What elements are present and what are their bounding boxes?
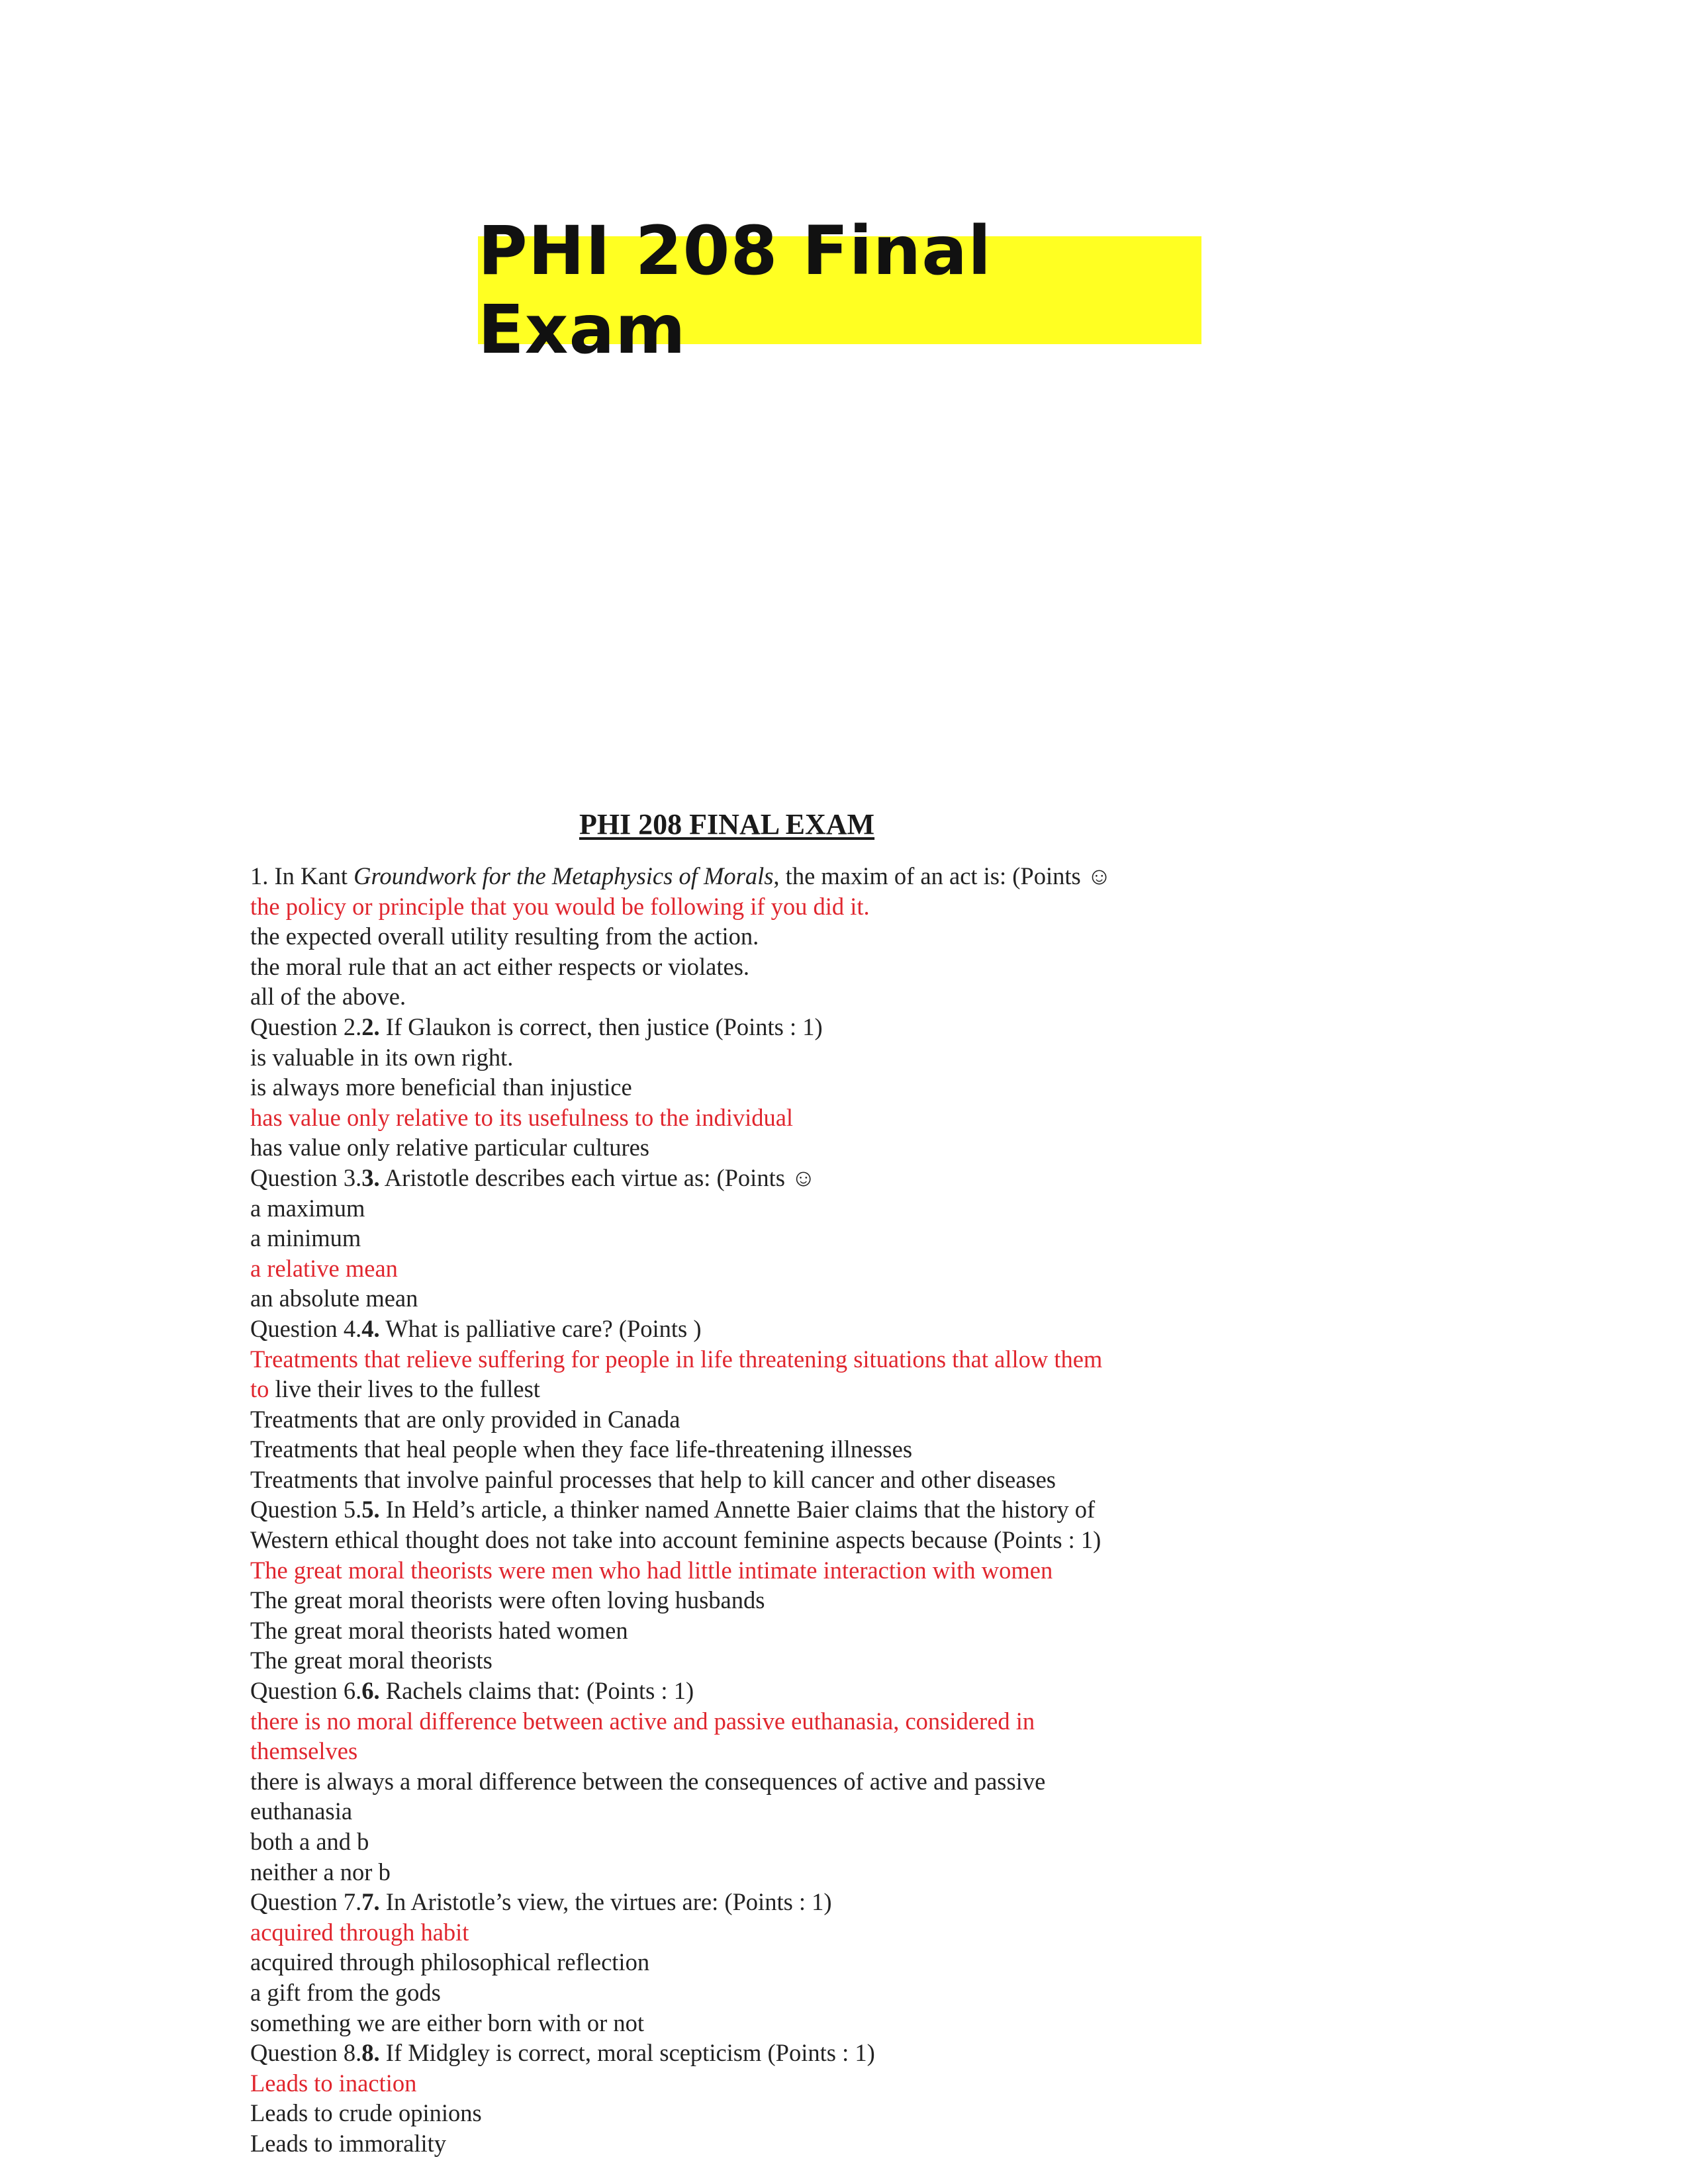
answer-option: something we are either born with or not bbox=[250, 2009, 644, 2036]
work-title: Groundwork for the Metaphysics of Morals bbox=[353, 862, 774, 889]
exam-content bbox=[250, 807, 1190, 2159]
question-text: In Held’s article, a thinker named Annette Baier claims that the history of bbox=[379, 1496, 1096, 1524]
question-line bbox=[250, 1676, 1190, 1706]
answer-option: is always more beneficial than injustice bbox=[250, 1073, 632, 1101]
question-number: 6. bbox=[361, 1677, 380, 1705]
answer-option: Western ethical thought does not take into account feminine aspects because (Points : 1) bbox=[250, 1526, 1102, 1554]
question-prefix: Question 8. bbox=[250, 2039, 362, 2067]
answer-option: Treatments that heal people when they face life-threatening illnesses bbox=[250, 1435, 913, 1463]
question-number: 8. bbox=[361, 2039, 380, 2067]
question-text: If Midgley is correct, moral scepticism (Points : 1) bbox=[379, 2039, 875, 2067]
answer-option: the expected overall utility resulting from the action. bbox=[250, 923, 759, 950]
question-number: 7. bbox=[361, 1888, 380, 1916]
title-banner bbox=[478, 211, 1201, 369]
correct-answer-option: acquired through habit bbox=[250, 1918, 469, 1946]
correct-answer-option: a relative mean bbox=[250, 1254, 398, 1282]
answer-option: a gift from the gods bbox=[250, 1978, 441, 2006]
question-line bbox=[250, 2038, 1190, 2068]
question-line bbox=[250, 1887, 1190, 1917]
exam-title: PHI 208 FINAL EXAM bbox=[579, 808, 875, 841]
question-text: In Aristotle’s view, the virtues are: (Points : 1) bbox=[379, 1888, 832, 1916]
question-prefix: Question 2. bbox=[250, 1013, 362, 1040]
answer-option: an absolute mean bbox=[250, 1285, 418, 1312]
question-prefix: Question 5. bbox=[250, 1496, 362, 1524]
question-line bbox=[250, 1163, 1190, 1193]
correct-answer-option: has value only relative to its usefulness to the individual bbox=[250, 1103, 794, 1131]
banner-title: PHI 208 Final Exam bbox=[478, 211, 992, 369]
correct-answer-option: The great moral theorists were men who had little intimate interaction with women bbox=[250, 1556, 1053, 1584]
answer-option: acquired through philosophical reflection bbox=[250, 1948, 650, 1976]
question-line bbox=[250, 1012, 1190, 1042]
question-text: , the maxim of an act is: (Points ☺ bbox=[773, 862, 1112, 889]
answer-option: Leads to crude opinions bbox=[250, 2099, 482, 2127]
answer-option: a maximum bbox=[250, 1194, 365, 1222]
question-prefix: 1. In Kant bbox=[250, 862, 354, 889]
correct-answer-option: Leads to inaction bbox=[250, 2069, 417, 2097]
answer-option: Treatments that are only provided in Canada bbox=[250, 1405, 680, 1433]
correct-answer-option: Treatments that relieve suffering for people in life threatening situations that allow them bbox=[250, 1345, 1103, 1373]
question-prefix: Question 3. bbox=[250, 1163, 362, 1191]
exam-lines bbox=[250, 861, 1190, 2159]
correct-answer-fragment: to bbox=[250, 1375, 269, 1403]
answer-option: there is always a moral difference between the consequences of active and passive bbox=[250, 1767, 1046, 1795]
question-number: 2. bbox=[361, 1013, 380, 1040]
question-text: If Glaukon is correct, then justice (Points : 1) bbox=[379, 1013, 823, 1040]
answer-option: neither a nor b bbox=[250, 1858, 391, 1886]
question-text: Aristotle describes each virtue as: (Points ☺ bbox=[379, 1163, 816, 1191]
answer-option: both a and b bbox=[250, 1828, 369, 1855]
correct-answer-option: the policy or principle that you would be following if you did it. bbox=[250, 892, 870, 920]
question-prefix: Question 7. bbox=[250, 1888, 362, 1916]
question-number: 3. bbox=[361, 1163, 380, 1191]
answer-option: Treatments that involve painful processes that help to kill cancer and other diseases bbox=[250, 1465, 1056, 1493]
answer-option: The great moral theorists bbox=[250, 1647, 492, 1674]
answer-option: the moral rule that an act either respects or violates. bbox=[250, 952, 750, 980]
correct-answer-option: themselves bbox=[250, 1737, 358, 1765]
answer-option: has value only relative particular cultures bbox=[250, 1134, 650, 1161]
answer-option: a minimum bbox=[250, 1224, 361, 1252]
question-text: Rachels claims that: (Points : 1) bbox=[379, 1677, 694, 1705]
answer-option: The great moral theorists hated women bbox=[250, 1616, 628, 1644]
answer-text: live their lives to the fullest bbox=[269, 1375, 540, 1403]
question-prefix: Question 6. bbox=[250, 1677, 362, 1705]
answer-option: is valuable in its own right. bbox=[250, 1043, 514, 1071]
question-line bbox=[250, 861, 1190, 891]
answer-option: Leads to immorality bbox=[250, 2129, 446, 2157]
answer-option bbox=[250, 1374, 1190, 1404]
question-line bbox=[250, 1494, 1190, 1525]
question-number: 5. bbox=[361, 1496, 380, 1524]
question-prefix: Question 4. bbox=[250, 1314, 362, 1342]
question-number: 4. bbox=[361, 1314, 380, 1342]
answer-option: euthanasia bbox=[250, 1797, 353, 1825]
question-text: What is palliative care? (Points ) bbox=[379, 1314, 702, 1342]
answer-option: The great moral theorists were often loving husbands bbox=[250, 1586, 765, 1614]
answer-option: all of the above. bbox=[250, 983, 406, 1011]
correct-answer-option: there is no moral difference between active and passive euthanasia, considered in bbox=[250, 1707, 1035, 1735]
question-line bbox=[250, 1314, 1190, 1344]
